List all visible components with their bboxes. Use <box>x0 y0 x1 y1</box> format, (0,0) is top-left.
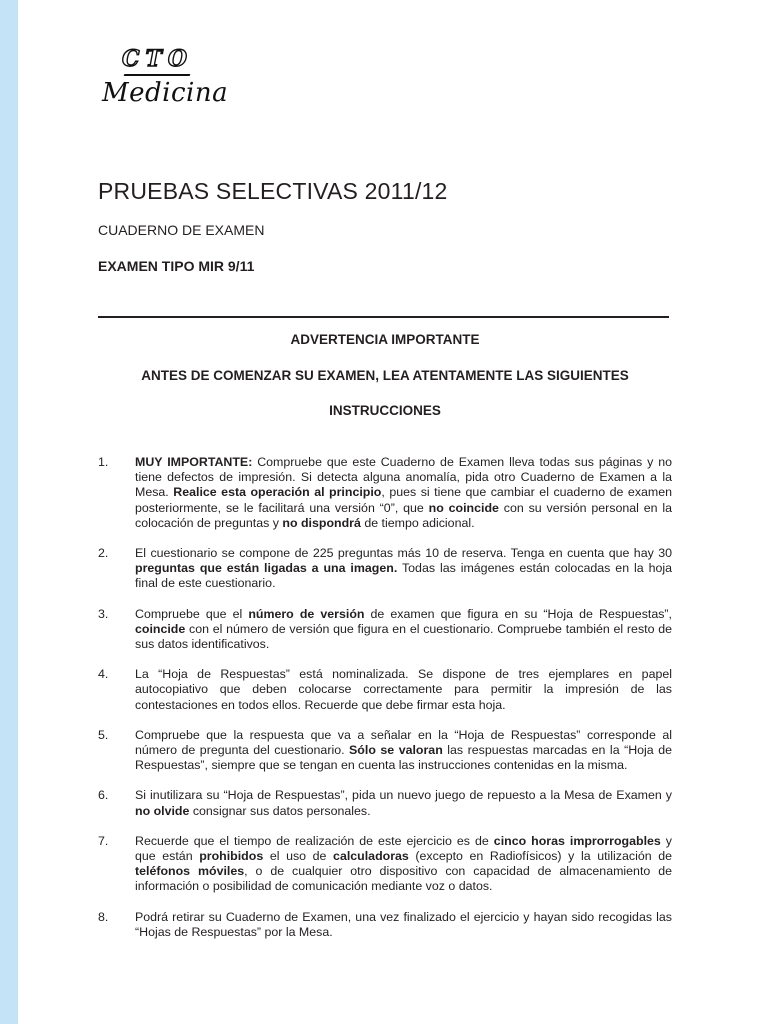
left-color-band <box>0 0 18 1024</box>
instruction-text <box>135 728 672 772</box>
instruction-run: La “Hoja de Respuestas” está nominalizada. Se dispone de tres ejemplares en papel autocopiativo que deben colocarse correctamente para permitir la impresión de las contestaciones en todos ellos. Recuerde que debe firmar esta hoja. <box>135 667 672 712</box>
instruction-number: 6. <box>98 788 109 803</box>
warning-line-1: ANTES DE COMENZAR SU EXAMEN, LEA ATENTAMENTE LAS SIGUIENTES <box>141 368 629 383</box>
instruction-number: 2. <box>98 546 109 561</box>
instruction-emphasis: cinco horas improrrogables <box>493 833 661 848</box>
instruction-run: , pues si tiene que cambiar el cuaderno de examen posteriormente, se le facilitará una versión “0”, que <box>135 485 673 515</box>
instruction-item <box>98 910 672 940</box>
instruction-run: el uso de <box>263 849 334 864</box>
instruction-run: consignar sus datos personales. <box>189 803 371 818</box>
logo-underline <box>124 74 191 76</box>
instruction-run: de tiempo adicional. <box>360 515 475 530</box>
instruction-item <box>98 667 672 713</box>
instruction-run: Compruebe que el <box>135 606 249 621</box>
instruction-number: 8. <box>98 909 109 924</box>
instruction-item <box>98 728 672 774</box>
warning-heading: ADVERTENCIA IMPORTANTE <box>290 332 480 347</box>
instruction-text <box>135 910 672 939</box>
instruction-item <box>98 546 672 592</box>
cto-medicina-logo <box>100 44 230 124</box>
instruction-text <box>135 667 672 711</box>
instruction-number: 7. <box>98 833 109 848</box>
instruction-emphasis: Sólo se valoran <box>349 743 443 758</box>
instruction-text <box>135 546 672 590</box>
section-divider <box>98 316 669 318</box>
instruction-emphasis: Realice esta operación al principio <box>173 485 382 500</box>
instruction-item <box>98 455 672 531</box>
instruction-emphasis: calculadoras <box>333 849 409 864</box>
instruction-run: Si inutilizara su “Hoja de Respuestas”, pida un nuevo juego de repuesto a la Mesa de Examen y <box>135 788 672 803</box>
instruction-emphasis: teléfonos móviles <box>135 864 245 879</box>
instruction-emphasis: preguntas que están ligadas a una imagen. <box>135 561 398 576</box>
instructions-list <box>98 455 672 955</box>
instruction-run: Recuerde que el tiempo de realización de este ejercicio es de <box>135 833 494 848</box>
instruction-emphasis: no olvide <box>135 803 190 818</box>
exam-type: EXAMEN TIPO MIR 9/11 <box>98 258 255 274</box>
warning-line-2: INSTRUCCIONES <box>329 403 441 418</box>
instruction-run: , o de cualquier otro dispositivo con capacidad de almacenamiento de información o posibilidad de comunicación mediante voz o datos. <box>135 864 672 894</box>
instruction-emphasis: prohibidos <box>199 849 264 864</box>
instruction-text <box>135 607 672 651</box>
instruction-emphasis: número de versión <box>248 606 365 621</box>
instruction-text <box>135 788 672 817</box>
instruction-emphasis: MUY IMPORTANTE: <box>135 455 253 469</box>
instruction-run: (excepto en Radiofísicos) y la utilización de <box>408 849 672 864</box>
instruction-run: Podrá retirar su Cuaderno de Examen, una vez finalizado el ejercicio y hayan sido recogidas las “Hojas de Respuestas” por la Mesa. <box>135 909 672 939</box>
instruction-run: Compruebe que la respuesta que va a señalar en la “Hoja de Respuestas” corresponde al número de pregunta del cuestionario. <box>135 727 672 758</box>
instruction-number: 3. <box>98 606 109 621</box>
instruction-item <box>98 788 672 818</box>
instruction-run: El cuestionario se compone de 225 preguntas más 10 de reserva. Tenga en cuenta que hay 30 <box>135 546 672 561</box>
instruction-emphasis: no coincide <box>428 500 499 515</box>
instruction-run: de examen que figura en su “Hoja de Respuestas”, <box>364 606 672 621</box>
instruction-number: 4. <box>98 667 109 682</box>
instruction-run: Todas las imágenes están colocadas en la hoja final de este cuestionario. <box>135 561 672 591</box>
instruction-item <box>98 607 672 653</box>
page-title: PRUEBAS SELECTIVAS 2011/12 <box>98 178 448 204</box>
logo-medicina-text: Medicina <box>102 78 229 108</box>
logo-cto-text: CTO <box>122 46 194 72</box>
instruction-text <box>135 834 672 894</box>
instruction-emphasis: coincide <box>135 621 186 636</box>
booklet-subtitle: CUADERNO DE EXAMEN <box>98 222 265 238</box>
instruction-text <box>135 455 672 530</box>
instruction-run: las respuestas marcadas en la “Hoja de Respuestas”, siempre que se tengan en cuenta las instrucciones contenidas en la misma. <box>135 743 672 773</box>
instruction-run: con el número de versión que figura en el cuestionario. Compruebe también el resto de sus datos identificativos. <box>135 621 672 652</box>
instruction-run: con su versión personal en la colocación de preguntas y <box>135 500 672 530</box>
instruction-item <box>98 834 672 895</box>
instruction-run: Compruebe que este Cuaderno de Examen lleva todas sus páginas y no tiene defectos de impresión. Si detecta alguna anomalía, pida otro Cuaderno de Examen a la Mesa. <box>135 455 672 500</box>
instruction-number: 1. <box>98 455 109 469</box>
instruction-number: 5. <box>98 727 109 742</box>
instruction-emphasis: no dispondrá <box>282 515 361 530</box>
instruction-run: y que están <box>135 833 672 864</box>
